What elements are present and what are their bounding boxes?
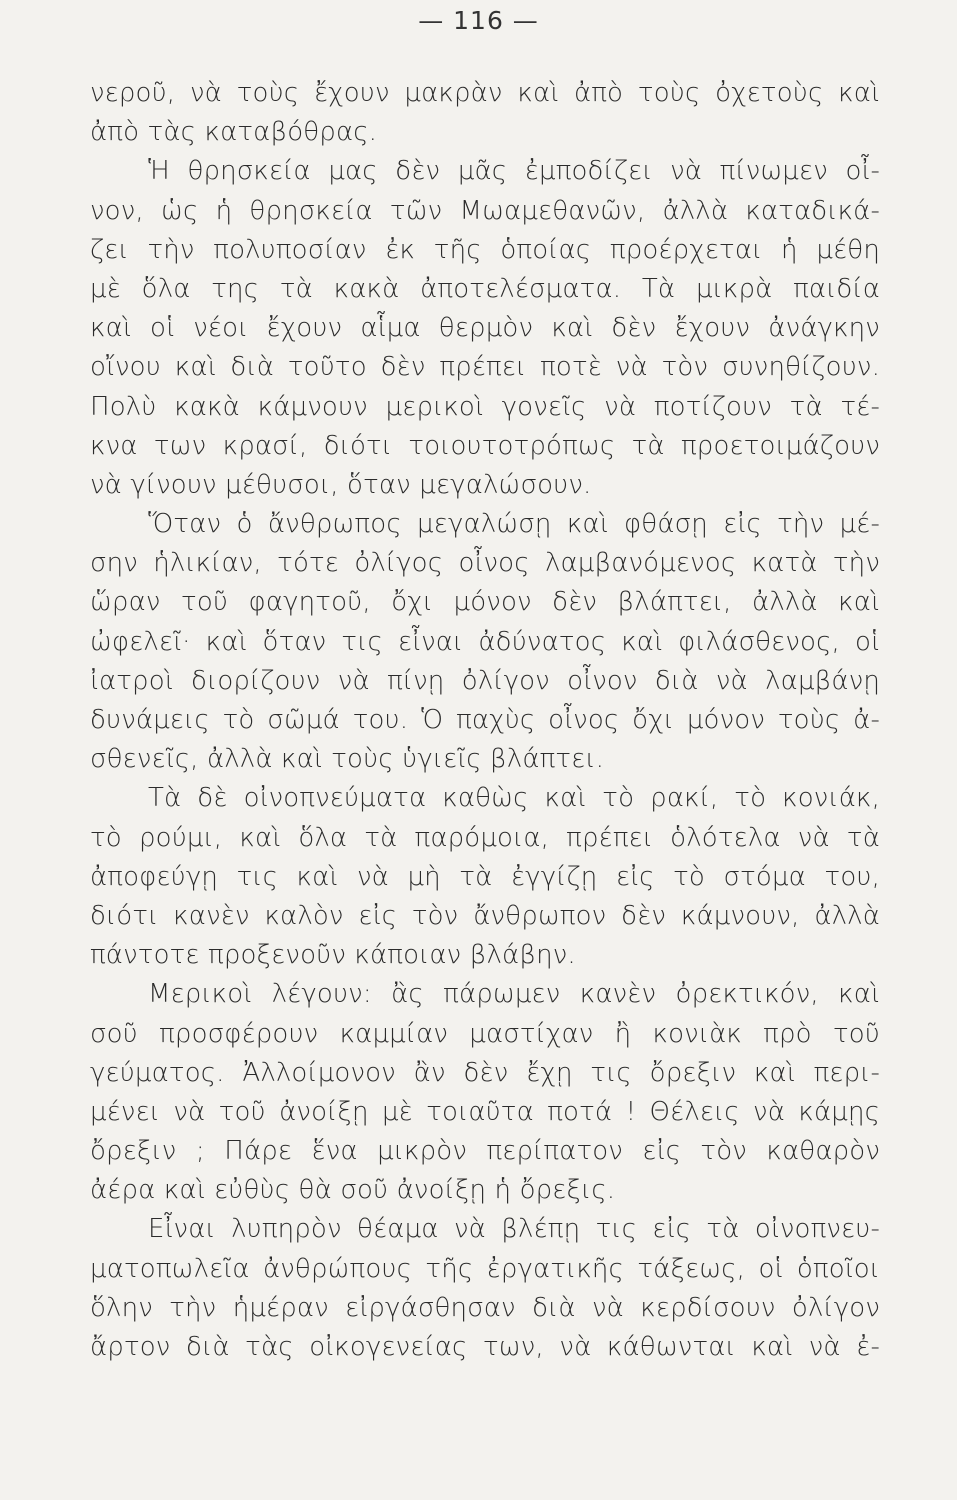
text-line: καὶ οἱ νέοι ἔχουν αἷμα θερμὸν καὶ δὲν ἔχουν ἀνάγκην — [90, 313, 880, 344]
text-line: σην ἡλικίαν, τότε ὀλίγος οἶνος λαμβανόμενος κατὰ τὴν — [90, 548, 880, 579]
text-line: ἀπὸ τὰς καταβόθρας. — [90, 117, 378, 148]
text-line: νεροῦ, νὰ τοὺς ἔχουν μακρὰν καὶ ἀπὸ τοὺς ὀχετοὺς καὶ — [90, 78, 880, 108]
text-line: Πολὺ κακὰ κάμνουν μερικοὶ γονεῖς νὰ ποτίζουν τὰ τέ- — [90, 391, 880, 422]
text-line: σοῦ προσφέρουν καμμίαν μαστίχαν ἢ κονιὰκ πρὸ τοῦ — [90, 1018, 880, 1049]
text-line: Μερικοὶ λέγουν: ἂς πάρωμεν κανὲν ὀρεκτικόν, καὶ — [148, 979, 880, 1010]
text-line: σθενεῖς, ἀλλὰ καὶ τοὺς ὑγιεῖς βλάπτει. — [90, 744, 605, 775]
page-body — [90, 74, 880, 1367]
text-line: πάντοτε προξενοῦν κάποιαν βλάβην. — [90, 940, 576, 971]
text-line: διότι κανὲν καλὸν εἰς τὸν ἄνθρωπον δὲν κάμνουν, ἀλλὰ — [90, 900, 880, 931]
text-line: ματοπωλεῖα ἀνθρώπους τῆς ἐργατικῆς τάξεως, οἱ ὁποῖοι — [90, 1253, 880, 1284]
text-line: γεύματος. Ἀλλοίμονον ἂν δὲν ἔχῃ τις ὄρεξιν καὶ περι- — [90, 1057, 880, 1088]
text-line: ἀέρα καὶ εὐθὺς θὰ σοῦ ἀνοίξῃ ἡ ὄρεξις. — [90, 1175, 616, 1206]
page-number: — 116 — — [418, 6, 539, 35]
text-line: νὰ γίνουν μέθυσοι, ὅταν μεγαλώσουν. — [90, 469, 592, 500]
text-line: ὅλην τὴν ἡμέραν εἰργάσθησαν διὰ νὰ κερδίσουν ὀλίγον — [90, 1292, 880, 1323]
text-line: Ὅταν ὁ ἄνθρωπος μεγαλώσῃ καὶ φθάσῃ εἰς τὴν μέ- — [148, 509, 880, 540]
text-line: οἴνου καὶ διὰ τοῦτο δὲν πρέπει ποτὲ νὰ τὸν συνηθίζουν. — [90, 352, 880, 383]
text-line: νον, ὡς ἡ θρησκεία τῶν Μωαμεθανῶν, ἀλλὰ καταδικά- — [90, 195, 880, 226]
text-line: Ἡ θρησκεία μας δὲν μᾶς ἐμποδίζει νὰ πίνωμεν οἶ- — [148, 156, 880, 187]
text-line: μὲ ὅλα της τὰ κακὰ ἀποτελέσματα. Τὰ μικρὰ παιδία — [90, 273, 880, 304]
text-line: ἀποφεύγῃ τις καὶ νὰ μὴ τὰ ἐγγίζῃ εἰς τὸ στόμα του, — [90, 861, 880, 892]
text-line: ὠφελεῖ· καὶ ὅταν τις εἶναι ἀδύνατος καὶ φιλάσθενος, οἱ — [90, 626, 880, 657]
text-line: ὥραν τοῦ φαγητοῦ, ὄχι μόνον δὲν βλάπτει, ἀλλὰ καὶ — [90, 587, 880, 618]
text-line: ὄρεξιν ; Πάρε ἕνα μικρὸν περίπατον εἰς τὸν καθαρὸν — [90, 1136, 880, 1167]
text-line: δυνάμεις τὸ σῶμά του. Ὁ παχὺς οἶνος ὄχι μόνον τοὺς ἀ- — [90, 705, 880, 735]
text-line: Εἶναι λυπηρὸν θέαμα νὰ βλέπῃ τις εἰς τὰ οἰνοπνευ- — [148, 1214, 880, 1245]
text-line: τὸ ρούμι, καὶ ὅλα τὰ παρόμοια, πρέπει ὁλότελα νὰ τὰ — [90, 822, 880, 853]
text-line: ἰατροὶ διορίζουν νὰ πίνῃ ὀλίγον οἶνον διὰ νὰ λαμβάνῃ — [90, 665, 880, 696]
text-line: κνα των κρασί, διότι τοιουτοτρόπως τὰ προετοιμάζουν — [90, 430, 880, 461]
text-line: Τὰ δὲ οἰνοπνεύματα καθὼς καὶ τὸ ρακί, τὸ κονιάκ, — [148, 783, 880, 814]
text-line: ἄρτον διὰ τὰς οἰκογενείας των, νὰ κάθωνται καὶ νὰ ἐ- — [90, 1332, 880, 1362]
text-line: ζει τὴν πολυποσίαν ἐκ τῆς ὁποίας προέρχεται ἡ μέθη — [90, 234, 880, 265]
text-line: μένει νὰ τοῦ ἀνοίξῃ μὲ τοιαῦτα ποτά ! Θέλεις νὰ κάμῃς — [90, 1096, 880, 1127]
